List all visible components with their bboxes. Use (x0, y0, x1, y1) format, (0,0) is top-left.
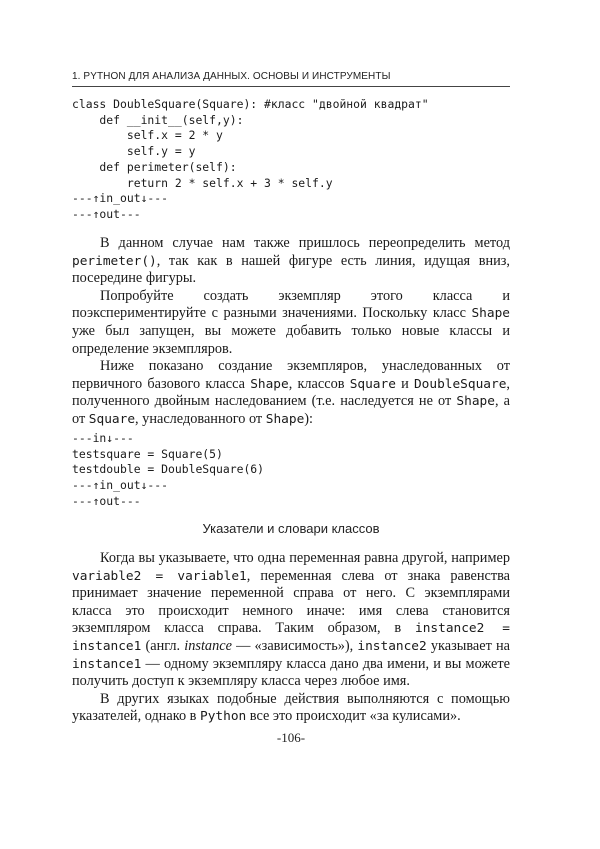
text-run: и (395, 375, 414, 392)
code-block-doublesquare: class DoubleSquare(Square): #класс "двойной квадрат" def __init__(self,y): self.x = 2 * y self.y = y def perimeter(self): return 2 * self.x + 3 * self.y ---↑in_out↓--- ---↑out--- (72, 97, 429, 221)
inline-code: Square (349, 376, 396, 392)
page-number: -106- (276, 730, 306, 745)
text-run: Ниже показано создание экземпляров, унаследованных от первичного базового класса (72, 358, 510, 392)
text-run: В данном случае нам также пришлось переопределить метод (100, 235, 510, 251)
italic-term: instance (184, 637, 232, 654)
code-block-instances: ---in↓--- testsquare = Square(5) testdouble = DoubleSquare(6) ---↑in_out↓--- ---↑out--- (72, 431, 265, 508)
inline-code: DoubleSquare (413, 376, 507, 392)
text-section-2 (72, 550, 510, 726)
inline-code: Shape (471, 306, 510, 322)
inline-code: Square (88, 411, 136, 427)
paragraph-other-languages (72, 691, 510, 726)
inline-code: Shape (456, 394, 495, 410)
paragraph-try-instance (72, 288, 510, 358)
text-run: указывает на (426, 637, 510, 654)
inline-code: instance2 = instance1 (72, 621, 510, 654)
text-run: В других языках подобные действия выполняются с помощью указателей, однако в (72, 690, 510, 725)
text-run: , а от (72, 393, 510, 427)
paragraph-inheritance (72, 358, 510, 428)
inline-code: variable2 = variable1 (72, 568, 247, 584)
text-run: все это происходит «за кулисами». (246, 708, 461, 725)
inline-code: instance1 (72, 656, 142, 672)
text-section-1 (72, 235, 510, 429)
text-run: , так как в нашей фигуре есть линия, идущая вниз, посередине фигуры. (72, 252, 510, 287)
text-run: (англ. (141, 637, 185, 654)
text-run: , унаследованного от (135, 410, 266, 427)
inline-code: Python (200, 709, 247, 725)
paragraph-override-perimeter (72, 235, 510, 288)
text-run: , переменная слева от знака равенства принимает значение переменной справа от него. С экземплярами класса это происходит немного иначе: имя слева становится экземпляром класса справа. Таким образом, в (72, 567, 510, 637)
text-run: — «зависимость»), (231, 637, 358, 654)
text-run: Когда вы указываете, что одна переменная равна другой, например (100, 550, 510, 566)
text-run: уже был запущен, вы можете добавить только новые классы и определение экземпляров. (72, 322, 510, 357)
running-header: 1. PYTHON ДЛЯ АНАЛИЗА ДАННЫХ. ОСНОВЫ И ИНСТРУМЕНТЫ (72, 71, 510, 87)
inline-code: perimeter() (72, 253, 157, 269)
text-run: Попробуйте создать экземпляр этого класса и поэкспериментируйте с разными значениями. Поскольку класс (72, 287, 510, 322)
section-title: Указатели и словари классов (202, 521, 380, 536)
text-run: ): (304, 410, 314, 427)
text-run: , полученного двойным наследованием (т.е. наследуется не от (72, 375, 510, 410)
text-run: — одному экземпляру класса дано два имени, и вы можете получить доступ к экземпляру класса через любое имя. (72, 655, 510, 690)
inline-code: instance2 (357, 638, 427, 654)
paragraph-pointers (72, 550, 510, 691)
inline-code: Shape (250, 376, 289, 392)
text-run: , классов (288, 375, 350, 392)
inline-code: Shape (265, 411, 305, 427)
